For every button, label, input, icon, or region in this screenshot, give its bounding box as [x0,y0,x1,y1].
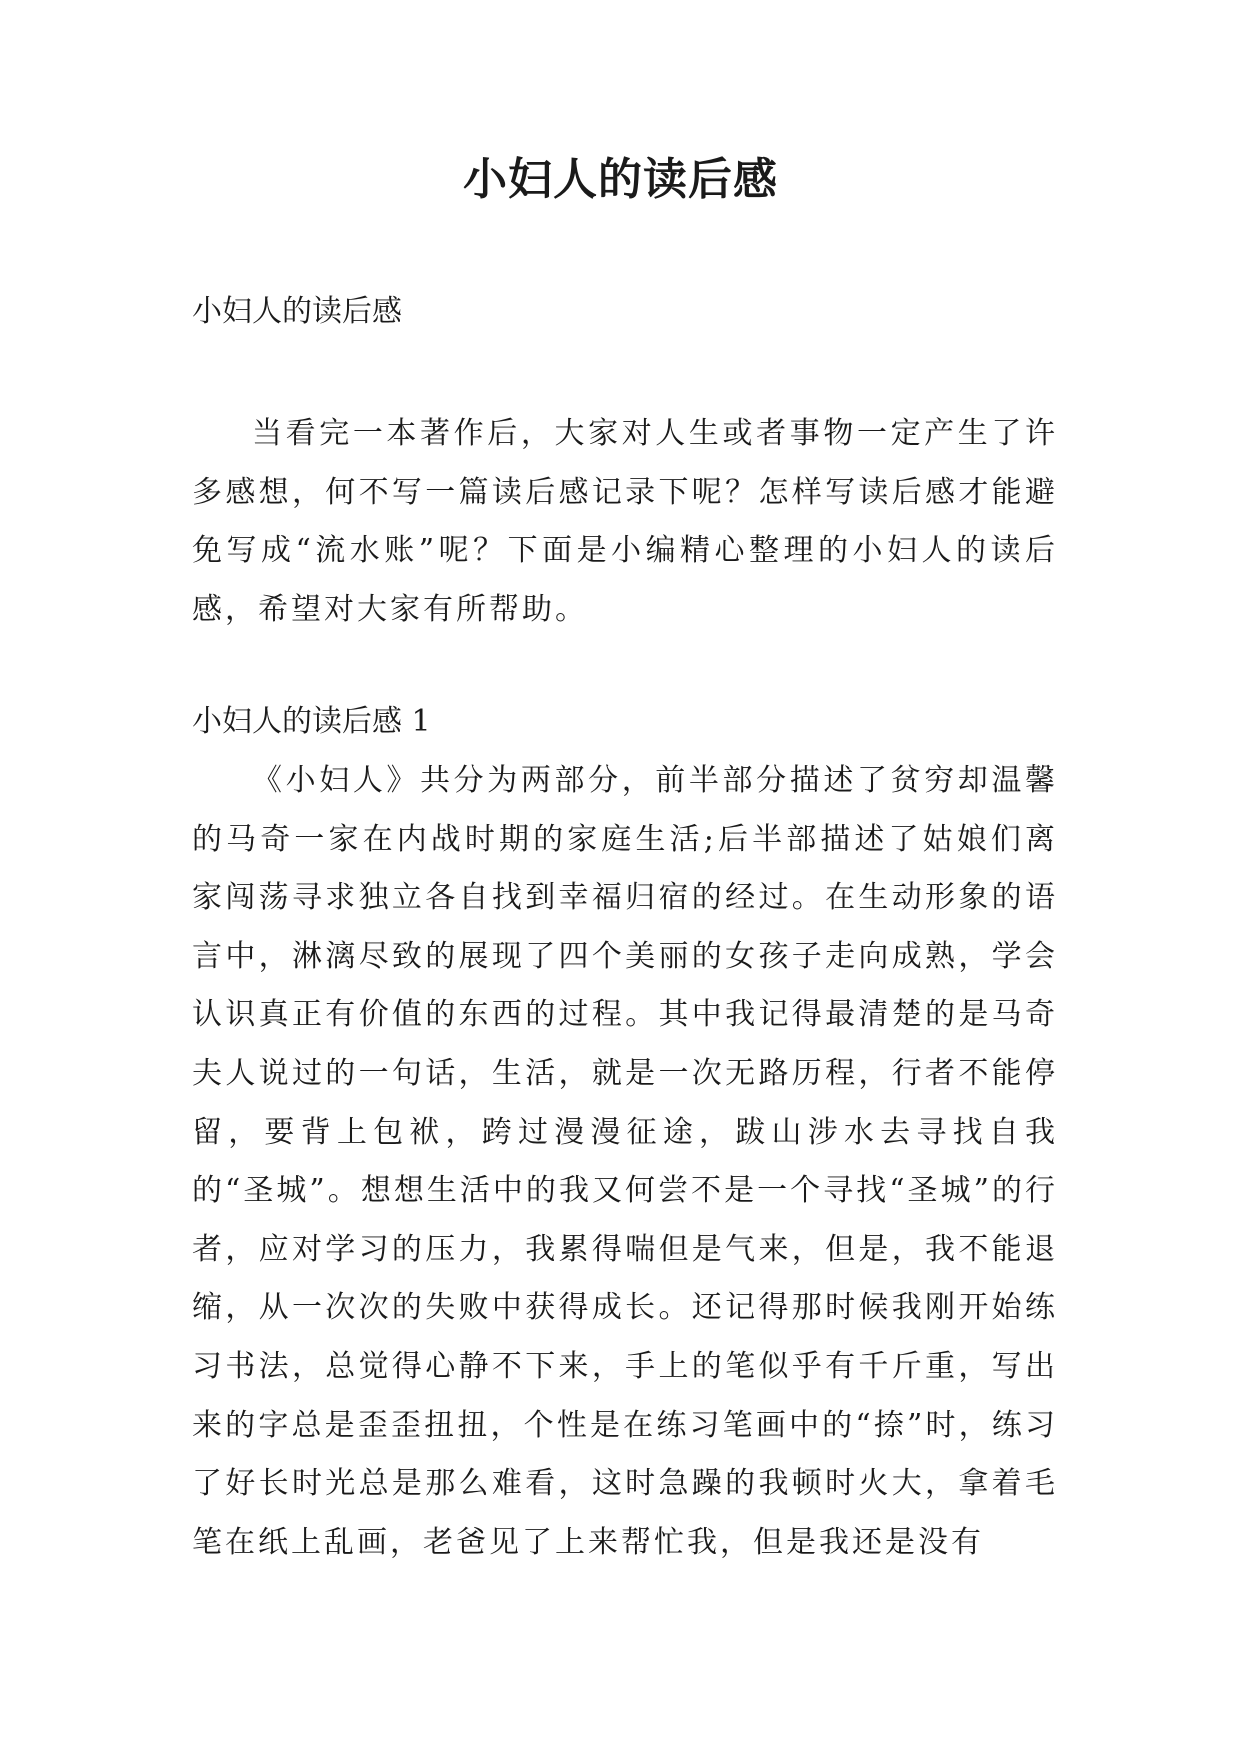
document-subtitle: 小妇人的读后感 [192,294,402,329]
document-title: 小妇人的读后感 [463,154,778,205]
section-body-paragraph: 《小妇人》共分为两部分，前半部分描述了贫穷却温馨的马奇一家在内战时期的家庭生活;后半部描述了姑娘们离家闯荡寻求独立各自找到幸福归宿的经过。在生动形象的语言中，淋漓尽致的展现了四个美丽的女孩子走向成熟，学会认识真正有价值的东西的过程。其中我记得最清楚的是马奇夫人说过的一句话，生活，就是一次无路历程，行者不能停留，要背上包袱，跨过漫漫征途，跋山涉水去寻找自我的“圣城”。想想生活中的我又何尝不是一个寻找“圣城”的行者，应对学习的压力，我累得喘但是气来，但是，我不能退缩，从一次次的失败中获得成长。还记得那时候我刚开始练习书法，总觉得心静不下来，手上的笔似乎有千斤重，写出来的字总是歪歪扭扭，个性是在练习笔画中的“捺”时，练习了好长时光总是那么难看，这时急躁的我顿时火大，拿着毛笔在纸上乱画，老爸见了上来帮忙我，但是我还是没有 [192,763,1058,1560]
intro-paragraph: 当看完一本著作后，大家对人生或者事物一定产生了许多感想，何不写一篇读后感记录下呢？怎样写读后感才能避免写成“流水账”呢？下面是小编精心整理的小妇人的读后感，希望对大家有所帮助。 [192,416,1058,627]
section-heading: 小妇人的读后感 1 [192,704,431,739]
